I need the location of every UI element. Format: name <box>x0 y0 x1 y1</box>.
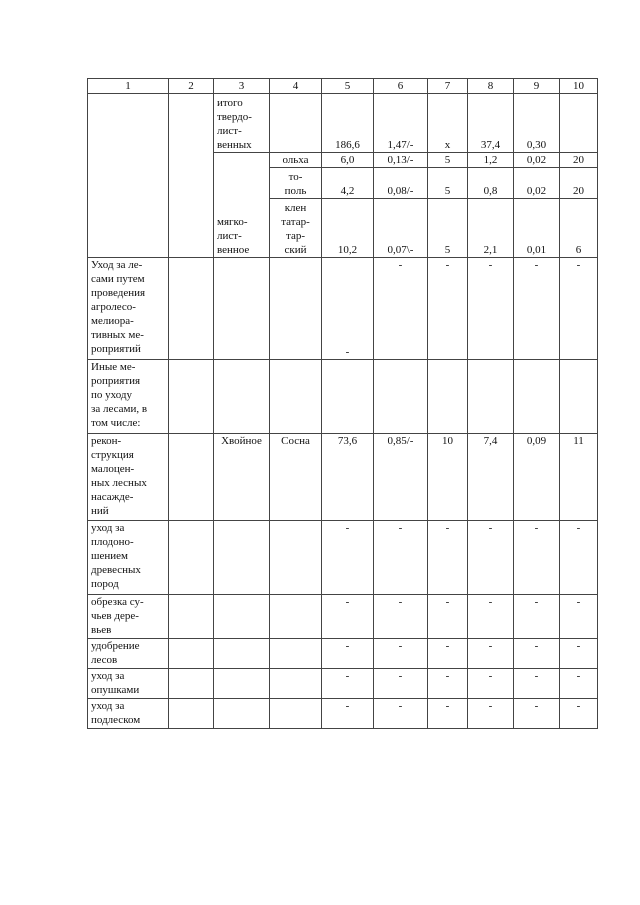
species-group-cell: Хвойное <box>214 434 270 521</box>
activity-label: обрезка су- чьев дере- вьев <box>88 595 169 639</box>
cell-col9: 0,02 <box>514 153 560 168</box>
cell-col9: 0,02 <box>514 168 560 199</box>
empty-cell <box>169 258 214 360</box>
header-cell: 6 <box>374 79 428 94</box>
cell-col9: - <box>514 699 560 729</box>
cell-col10 <box>560 94 598 153</box>
species-cell: то- поль <box>270 168 322 199</box>
cell-col7: х <box>428 94 468 153</box>
empty-cell <box>169 521 214 595</box>
cell-col10: 20 <box>560 153 598 168</box>
empty-cell <box>270 669 322 699</box>
cell-col5: - <box>322 595 374 639</box>
cell-col9: - <box>514 258 560 360</box>
cell-col5: - <box>322 639 374 669</box>
activity-label: уход за подлеском <box>88 699 169 729</box>
header-cell: 10 <box>560 79 598 94</box>
cell-col6: - <box>374 595 428 639</box>
header-cell: 3 <box>214 79 270 94</box>
cell-col6: - <box>374 669 428 699</box>
table-row-reconstruction <box>88 434 598 521</box>
table-row-agro <box>88 258 598 360</box>
activity-label: уход за опушками <box>88 669 169 699</box>
empty-cell <box>270 699 322 729</box>
empty-cell <box>169 595 214 639</box>
table-row-undergrowth <box>88 699 598 729</box>
empty-cell <box>169 639 214 669</box>
header-cell: 7 <box>428 79 468 94</box>
activity-label: удобрение лесов <box>88 639 169 669</box>
cell-col5: - <box>322 699 374 729</box>
cell-col10: - <box>560 595 598 639</box>
empty-cell <box>214 699 270 729</box>
cell-col8: - <box>468 258 514 360</box>
species-group-cell: итого твердо- лист- венных <box>214 94 270 153</box>
cell-col10: - <box>560 699 598 729</box>
table-row-fertilization <box>88 639 598 669</box>
cell-col7: 5 <box>428 153 468 168</box>
cell-col9: 0,30 <box>514 94 560 153</box>
table-row-fruiting <box>88 521 598 595</box>
empty-cell <box>169 94 214 258</box>
cell-col6: - <box>374 639 428 669</box>
cell-col10: 20 <box>560 168 598 199</box>
cell-col9: - <box>514 521 560 595</box>
empty-cell <box>214 669 270 699</box>
empty-cell <box>214 258 270 360</box>
activity-label: Иные ме- роприятия по уходу за лесами, в том числе: <box>88 360 169 434</box>
cell-col8: 7,4 <box>468 434 514 521</box>
cell-col6: 0,08/- <box>374 168 428 199</box>
table-row-pruning <box>88 595 598 639</box>
cell-col10: - <box>560 258 598 360</box>
cell-col9: - <box>514 639 560 669</box>
cell-col7: - <box>428 258 468 360</box>
cell-col8: 2,1 <box>468 199 514 258</box>
header-cell: 9 <box>514 79 560 94</box>
header-cell: 2 <box>169 79 214 94</box>
cell-col7: - <box>428 521 468 595</box>
cell-col7: - <box>428 639 468 669</box>
cell-col8: - <box>468 639 514 669</box>
cell-col5: 186,6 <box>322 94 374 153</box>
table-row-total-hardwood <box>88 94 598 153</box>
activity-label: Уход за ле- сами путем проведения агролесо- мелиора- тивных ме- роприятий <box>88 258 169 360</box>
species-cell: ольха <box>270 153 322 168</box>
empty-cell <box>374 360 428 434</box>
header-row <box>88 79 598 94</box>
cell-col8: - <box>468 595 514 639</box>
cell-col10: 11 <box>560 434 598 521</box>
cell-col7: - <box>428 669 468 699</box>
empty-cell <box>270 639 322 669</box>
table-row-edges <box>88 669 598 699</box>
cell-col8: 1,2 <box>468 153 514 168</box>
empty-cell <box>270 258 322 360</box>
cell-col7: 10 <box>428 434 468 521</box>
cell-col8: 37,4 <box>468 94 514 153</box>
cell-col5: 6,0 <box>322 153 374 168</box>
cell-col7: - <box>428 699 468 729</box>
cell-col7: 5 <box>428 199 468 258</box>
cell-col6: 1,47/- <box>374 94 428 153</box>
cell-col5: - <box>322 669 374 699</box>
header-cell: 8 <box>468 79 514 94</box>
cell-col7: 5 <box>428 168 468 199</box>
empty-cell <box>88 94 169 258</box>
header-cell: 5 <box>322 79 374 94</box>
cell-col5: - <box>322 521 374 595</box>
cell-col8: 0,8 <box>468 168 514 199</box>
cell-col5: 73,6 <box>322 434 374 521</box>
cell-col8: - <box>468 521 514 595</box>
empty-cell <box>514 360 560 434</box>
cell-col5: 4,2 <box>322 168 374 199</box>
empty-cell <box>468 360 514 434</box>
empty-cell <box>270 595 322 639</box>
species-cell: Сосна <box>270 434 322 521</box>
empty-cell <box>169 360 214 434</box>
species-cell: клен татар- тар- ский <box>270 199 322 258</box>
cell-col10: - <box>560 521 598 595</box>
empty-cell <box>322 360 374 434</box>
table-row-other <box>88 360 598 434</box>
header-cell: 1 <box>88 79 169 94</box>
empty-cell <box>214 360 270 434</box>
cell-col7: - <box>428 595 468 639</box>
cell-col9: - <box>514 669 560 699</box>
header-cell: 4 <box>270 79 322 94</box>
cell-col6: - <box>374 699 428 729</box>
empty-cell <box>214 595 270 639</box>
activity-label: рекон- струкция малоцен- ных лесных насажде- ний <box>88 434 169 521</box>
empty-cell <box>560 360 598 434</box>
empty-cell <box>270 94 322 153</box>
empty-cell <box>169 669 214 699</box>
empty-cell <box>214 521 270 595</box>
empty-cell <box>270 521 322 595</box>
cell-col6: - <box>374 521 428 595</box>
empty-cell <box>270 360 322 434</box>
empty-cell <box>169 699 214 729</box>
cell-col6: - <box>374 258 428 360</box>
cell-col6: 0,13/- <box>374 153 428 168</box>
cell-col5: - <box>322 258 374 360</box>
cell-col10: - <box>560 669 598 699</box>
forest-care-table <box>87 78 598 729</box>
cell-col8: - <box>468 669 514 699</box>
empty-cell <box>169 434 214 521</box>
cell-col9: 0,01 <box>514 199 560 258</box>
cell-col8: - <box>468 699 514 729</box>
empty-cell <box>428 360 468 434</box>
cell-col9: 0,09 <box>514 434 560 521</box>
cell-col10: 6 <box>560 199 598 258</box>
cell-col6: 0,85/- <box>374 434 428 521</box>
cell-col10: - <box>560 639 598 669</box>
activity-label: уход за плодоно- шением древесных пород <box>88 521 169 595</box>
empty-cell <box>214 639 270 669</box>
cell-col9: - <box>514 595 560 639</box>
cell-col5: 10,2 <box>322 199 374 258</box>
cell-col6: 0,07\- <box>374 199 428 258</box>
species-group-cell: мягко- лист- венное <box>214 153 270 258</box>
